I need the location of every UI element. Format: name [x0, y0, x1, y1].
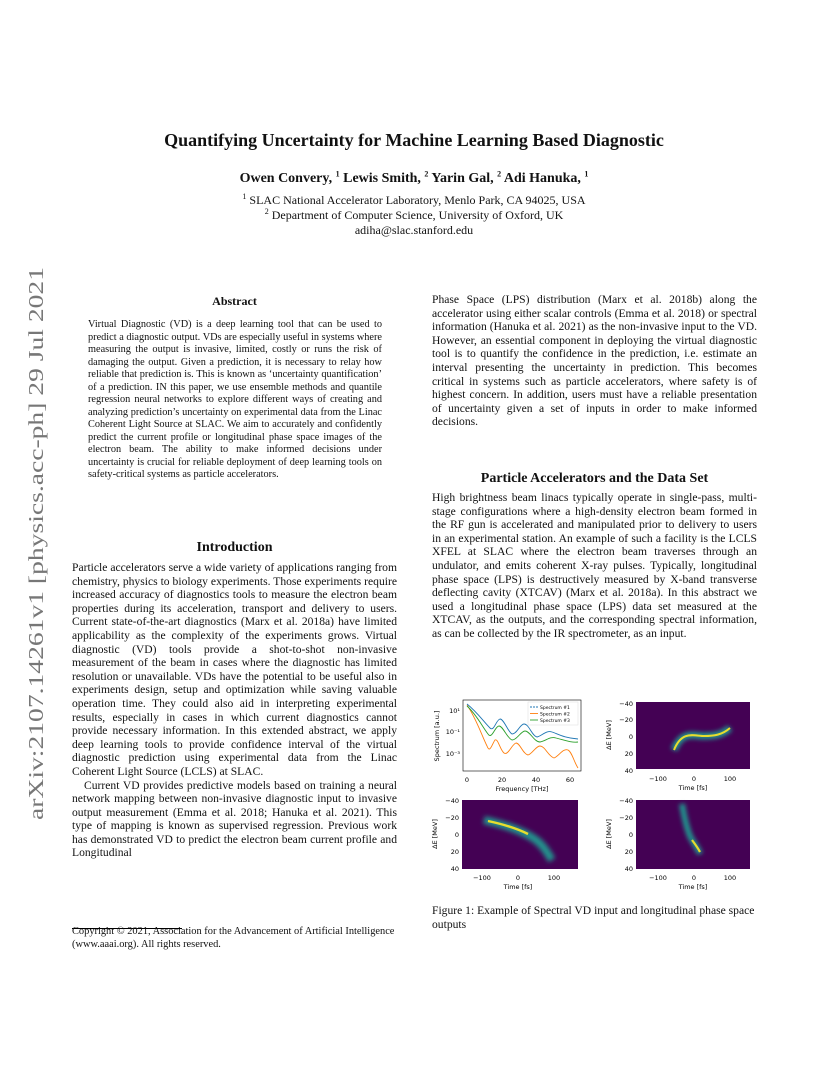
lps-ytick: 0 [628, 831, 633, 839]
author-name: Lewis Smith, [343, 171, 421, 186]
lps-ytick: 40 [624, 767, 633, 775]
affiliation-text: SLAC National Accelerator Laboratory, Menlo Park, CA 94025, USA [249, 193, 586, 207]
spectrum-xlabel: Frequency [THz] [495, 785, 549, 793]
lps-xtick: −100 [649, 874, 667, 882]
affiliation-2 [0, 208, 828, 223]
lps-ytick: −20 [619, 814, 633, 822]
spectrum-plot [432, 696, 602, 796]
lps-xtick: 100 [723, 775, 737, 783]
abstract-text: Virtual Diagnostic (VD) is a deep learning tool that can be used to predict a diagnostic output. VDs are especially useful in systems where measuring the output is invasive, limited, costly or runs the risk of damaging the output. Given a prediction, it is necessary to relay how reliable that prediction is. This is known as ‘uncertainty quantification’ of a prediction. IN this paper, we use ensemble methods and quantile regression neural networks to explore different ways of creating and analyzing prediction’s uncertainty on experimental data from the Linac Coherent Light Source at SLAC. We aim to accurately and confidently predict the current profile or longitudinal phase space images of the electron beam. The ability to make informed decisions under uncertainty is crucial for reliable deployment of deep learning tools on safety-critical systems as particle accelerators. [88, 319, 382, 480]
lps-ytick: −20 [445, 814, 459, 822]
lps-ylabel: ΔE [MeV] [431, 819, 439, 849]
copyright-footnote: Copyright © 2021, Association for the Advancement of Artificial Intelligence (www.aaai.org). All rights reserved. [72, 926, 395, 950]
legend-entry: Spectrum #3 [540, 719, 570, 724]
lps-xtick: −100 [649, 775, 667, 783]
lps-ylabel: ΔE [MeV] [605, 819, 613, 849]
lps-ytick: 20 [624, 750, 633, 758]
lps-ytick: 40 [624, 865, 633, 873]
arxiv-id-text: arXiv:2107.14261v1 [physics.acc-ph] 29 Jul 2021 [24, 388, 48, 820]
body-paragraph: High brightness beam linacs typically operate in single-pass, multi-stage configurations where a high-density electron beam formed in the RF gun is accelerated and manipulated prior to delivery to users in an experimental station. An example of such a facility is the LCLS XFEL at SLAC where the electron beam traverses through an undulator, and emits coherent X-ray pulses. Typically, longitudinal phase space (LPS) is destructively measured by X-band transverse deflecting cavity (XTCAV) (Marx et al. 2018a). In this abstract we used a longitudinal phase space (LPS) data set measured at the XTCAV, as the outputs, and the corresponding spectral information, as can be collected by the IR spectrometer, as an input. [432, 491, 757, 640]
lps-ytick: 40 [450, 865, 459, 873]
paper-title: Quantifying Uncertainty for Machine Learning Based Diagnostic [164, 130, 664, 150]
lps-ytick: 20 [450, 848, 459, 856]
affiliation-1 [0, 193, 828, 208]
author-name: Yarin Gal, [431, 171, 494, 186]
spectrum-ytick: 10⁻³ [445, 750, 460, 758]
spectrum-xtick: 20 [497, 776, 507, 784]
spectrum-ylabel: Spectrum [a.u.] [433, 710, 441, 762]
affiliation-text: Department of Computer Science, University of Oxford, UK [271, 208, 564, 222]
lps-plot-top-right [606, 698, 758, 796]
author-affiliation-mark: 2 [497, 169, 502, 179]
arxiv-identifier [22, 265, 50, 820]
spectrum-xtick: 0 [464, 776, 470, 784]
lps-xtick: 0 [691, 775, 697, 783]
legend-entry: Spectrum #2 [540, 712, 570, 718]
lps-xtick: −100 [473, 874, 491, 882]
lps-image [636, 800, 750, 869]
lps-ytick: −40 [619, 700, 633, 708]
author-affiliation-mark: 1 [584, 169, 589, 179]
spectrum-xtick: 60 [565, 776, 575, 784]
lps-ytick: −40 [445, 797, 459, 805]
data-set-heading: Particle Accelerators and the Data Set [480, 471, 709, 486]
author-email: adiha@slac.stanford.edu [354, 223, 474, 237]
lps-ytick: −20 [619, 716, 633, 724]
legend-entry: Spectrum #1 [540, 706, 570, 711]
spectrum-xtick: 40 [531, 776, 541, 784]
lps-plot-bottom-right [606, 796, 758, 894]
lps-xtick: 0 [515, 874, 521, 882]
lps-ytick: 0 [454, 831, 459, 839]
lps-plot-bottom-left [432, 796, 602, 894]
lps-ytick: −40 [619, 797, 633, 805]
abstract-heading: Abstract [212, 294, 257, 308]
body-paragraph: Phase Space (LPS) distribution (Marx et al. 2018b) along the accelerator using either scalar controls (Emma et al. 2018) or spectral information (Hanuka et al. 2021) as the non-invasive input to the VD. However, an essential component in deploying the virtual diagnostic tool is to quantify the confidence in the prediction, i.e. estimate an interval presenting the uncertainty in prediction. This becomes critical in systems such as particle accelerators, where safety is of highest concern. In addition, users must have a reliable presentation of uncertainty given a set of inputs in order to make informed decisions. [432, 293, 757, 429]
author-name: Owen Convery, [239, 171, 333, 186]
introduction-paragraph: Particle accelerators serve a wide variety of applications ranging from chemistry, physics to biology experiments. Those experiments require increased accuracy of diagnostics tools to measure the electron beam properties during its acceleration, transport and delivery to users. Current state-of-the-art diagnostics (Marx et al. 2018a) have limited applicability as the complexity of the experiments grows. Virtual diagnostic (VD) tools provide a shot-to-shot non-invasive measurement of the beam in cases where the diagnostic has limited resolution or unavailable. VDs have the potential to be useful also in experiments design, setup and optimization while saving valuable operation time. They could also aid in interpreting experimental results, especially in cases in which current diagnostics cannot provide necessary information. In this extended abstract, we apply deep learning tools to provide confidence interval of the virtual diagnostic prediction using experimental data from the Linac Coherent Light Source (LCLS) at SLAC. [72, 561, 397, 778]
spectrum-ytick: 10⁻¹ [445, 728, 460, 736]
spectrum-ytick: 10¹ [449, 707, 460, 715]
lps-xlabel: Time [fs] [503, 883, 533, 891]
affiliation-number: 1 [242, 192, 247, 201]
lps-ytick: 20 [624, 848, 633, 856]
right-column-continuation [432, 293, 757, 429]
figure-caption: Figure 1: Example of Spectral VD input and longitudinal phase space outputs [432, 904, 755, 931]
affiliation-number: 2 [264, 207, 269, 216]
author-name: Adi Hanuka, [503, 171, 581, 186]
lps-xlabel: Time [fs] [678, 883, 708, 891]
introduction-paragraph: Current VD provides predictive models based on training a neural network mapping between non-invasive diagnostic input to invasive output measurement (Emma et al. 2018; Hanuka et al. 2021). This type of mapping is known as supervised regression. Previous work has demonstrated VD to predict the electron beam current profile and Longitudinal [72, 778, 397, 860]
introduction-body [72, 561, 397, 860]
author-affiliation-mark: 1 [335, 169, 340, 179]
lps-xlabel: Time [fs] [678, 784, 708, 792]
spectrum-legend [528, 702, 578, 725]
data-set-body [432, 491, 757, 641]
lps-xtick: 0 [691, 874, 697, 882]
author-affiliation-mark: 2 [424, 169, 429, 179]
lps-xtick: 100 [547, 874, 561, 882]
lps-ytick: 0 [628, 733, 633, 741]
introduction-heading: Introduction [196, 540, 273, 555]
author-list [0, 171, 828, 187]
lps-ylabel: ΔE [MeV] [605, 720, 613, 750]
lps-xtick: 100 [723, 874, 737, 882]
